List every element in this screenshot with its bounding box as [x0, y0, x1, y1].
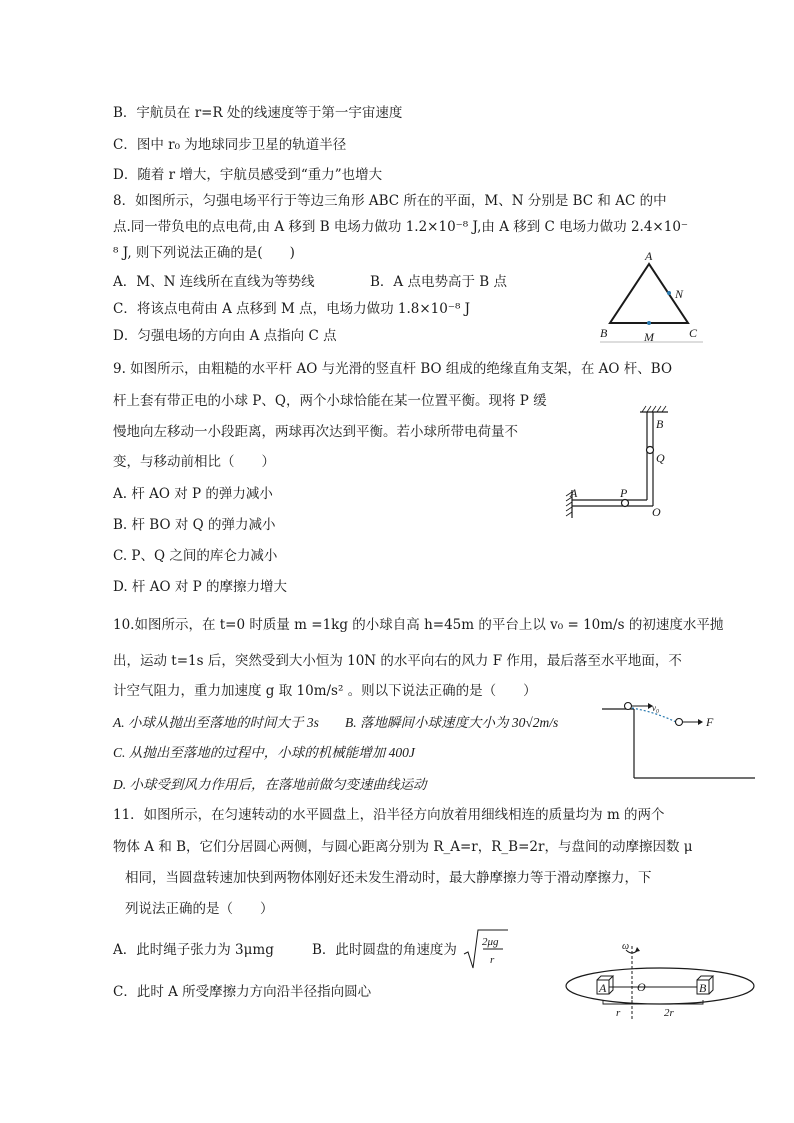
q10-stem-line1: 10.如图所示，在 t=0 时质量 m =1kg 的小球自高 h=45m 的平台上以 v₀ = 10m/s 的初速度水平抛 [113, 617, 724, 633]
q9-stem-line2: 杆上套有带正电的小球 P、Q，两个小球恰能在某一位置平衡。现将 P 缓 [113, 393, 547, 409]
label-omega: ω [622, 941, 630, 952]
q7-option-d: D．随着 r 增大，宇航员感受到“重力”也增大 [113, 167, 383, 183]
q8-option-c: C．将该点电荷由 A 点移到 M 点，电场力做功 1.8×10⁻⁸ J [113, 301, 471, 317]
label-o: O [652, 505, 661, 519]
label-2r: 2r [664, 1007, 674, 1019]
ball-moving [676, 719, 683, 726]
q9-option-d: D. 杆 AO 对 P 的摩擦力增大 [113, 579, 287, 595]
triangle-abc-figure [595, 248, 705, 344]
label-b: B [699, 981, 707, 995]
q8-option-d: D．匀强电场的方向由 A 点指向 C 点 [113, 328, 337, 344]
q10-stem-line3: 计空气阻力，重力加速度 g 取 10m/s² 。则以下说法正确的是（ ） [113, 683, 537, 699]
q8-stem-line2: 点.同一带负电的点电荷,由 A 移到 B 电场力做功 1.2×10⁻⁸ J,由 A 移到 C 电场力做功 2.4×10⁻ [113, 219, 689, 235]
q8-option-a: A．M、N 连线所在直线为等势线 [113, 274, 315, 290]
q9-option-c: C. P、Q 之间的库仑力减小 [113, 548, 278, 564]
platform-projectile-figure [600, 698, 760, 788]
q11-option-b: B．此时圆盘的角速度为 [312, 942, 457, 958]
q8-option-b: B．A 点电势高于 B 点 [370, 274, 507, 290]
q8-stem-line1: 8．如图所示，匀强电场平行于等边三角形 ABC 所在的平面，M、N 分别是 BC 和 AC 的中 [113, 193, 667, 209]
label-a: A [599, 981, 607, 995]
point-m-marker [647, 321, 651, 325]
q9-stem-line4: 变，与移动前相比（ ） [113, 454, 275, 470]
q9-stem-line3: 慢地向左移动一小段距离，两球再次达到平衡。若小球所带电荷量不 [113, 424, 518, 440]
label-n: N [675, 287, 684, 301]
q11-stem-line4: 列说法正确的是（ ） [125, 901, 274, 917]
label-m: M [644, 330, 654, 344]
label-o: O [637, 980, 646, 994]
right-angle-frame-figure [560, 400, 680, 525]
label-v0: v₀ [652, 703, 660, 713]
label-b: B [600, 326, 608, 340]
ball-p [622, 500, 629, 507]
q8-stem-line3: ⁸ J, 则下列说法正确的是( ) [113, 245, 295, 261]
label-a: A [570, 486, 578, 500]
label-c: C [689, 326, 698, 340]
label-q: Q [656, 451, 665, 465]
q11-option-c: C．此时 A 所受摩擦力方向沿半径指向圆心 [113, 984, 372, 1000]
q7-option-c: C．图中 r₀ 为地球同步卫星的轨道半径 [113, 137, 347, 153]
q9-option-a: A. 杆 AO 对 P 的弹力减小 [113, 486, 273, 502]
label-p: P [620, 486, 628, 500]
label-r: r [616, 1007, 621, 1019]
formula-denominator: r [490, 954, 495, 966]
ball-start [625, 703, 632, 710]
ball-q [647, 447, 654, 454]
formula-numerator: 2μg [482, 936, 499, 948]
q10-stem-line2: 出，运动 t=1s 后，突然受到大小恒为 10N 的水平向右的风力 F 作用，最后落至水平地面，不 [113, 653, 682, 669]
q9-option-b: B. 杆 BO 对 Q 的弹力减小 [113, 517, 276, 533]
q10-option-d: D. 小球受到风力作用后，在落地前做匀变速曲线运动 [113, 777, 427, 792]
q10-option-c: C. 从抛出至落地的过程中，小球的机械能增加 400J [113, 745, 415, 760]
label-b: B [656, 417, 664, 431]
q11-stem-line3: 相同，当圆盘转速加快到两物体刚好还未发生滑动时，最大静摩擦力等于滑动摩擦力，下 [125, 870, 652, 886]
q9-stem-line1: 9. 如图所示，由粗糙的水平杆 AO 与光滑的竖直杆 BO 组成的绝缘直角支架，在 AO 杆、BO [113, 361, 673, 377]
q11-stem-line1: 11．如图所示，在匀速转动的水平圆盘上，沿半径方向放着用细线相连的质量均为 m 的两个 [113, 807, 665, 823]
label-a: A [645, 249, 653, 263]
q10-option-a: A. 小球从抛出至落地的时间大于 3s [113, 715, 319, 730]
q10-option-b: B. 落地瞬间小球速度大小为 30√2m/s [345, 715, 559, 730]
q11-stem-line2: 物体 A 和 B，它们分居圆心两侧，与圆心距离分别为 R_A=r，R_B=2r，与盘间的动摩擦因数 μ [113, 839, 693, 855]
q7-option-b: B．宇航员在 r=R 处的线速度等于第一宇宙速度 [113, 105, 403, 121]
label-f: F [706, 715, 714, 729]
rotating-disk-figure [560, 936, 760, 1024]
q11-option-a: A．此时绳子张力为 3μmg [113, 942, 274, 958]
point-n-marker [667, 291, 671, 295]
omega-sqrt-formula [462, 926, 512, 972]
